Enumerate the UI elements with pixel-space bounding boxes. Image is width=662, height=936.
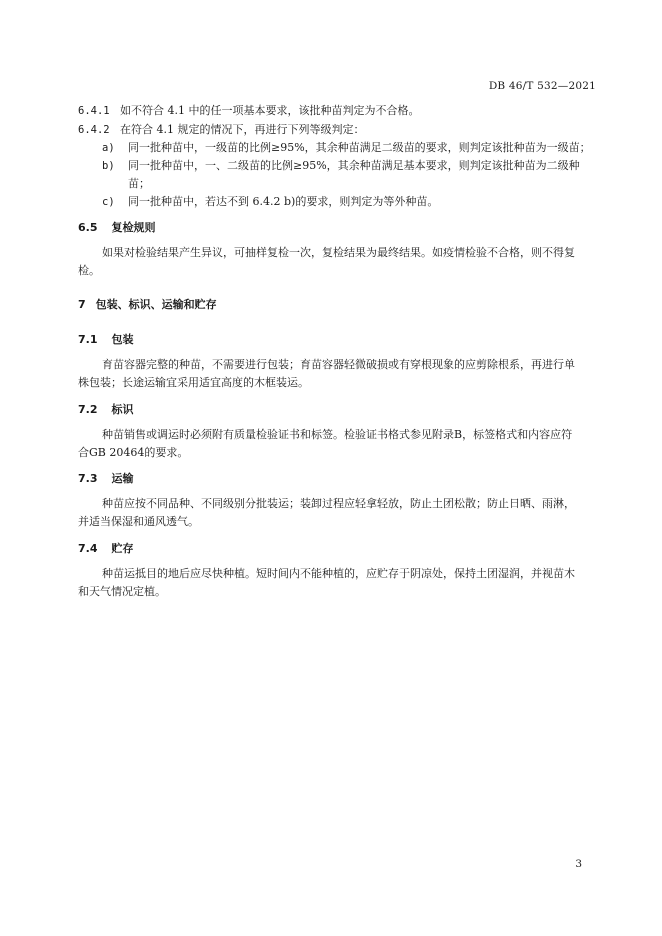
heading-number: 6.5 [78,221,98,234]
list-text: 同一批种苗中，若达不到 6.4.2 b)的要求，则判定为等外种苗。 [128,195,439,208]
heading-7-4 [78,542,134,556]
list-label: b) [102,160,115,172]
heading-7 [78,298,217,312]
paragraph-7-2-line-2: 合GB 20464的要求。 [78,446,189,459]
clause-number: 6.4.1 [78,105,110,117]
heading-title: 包装、标识、运输和贮存 [95,298,217,311]
heading-title: 标识 [111,403,134,416]
list-text: 同一批种苗中，一、二级苗的比例≥95%，其余种苗满足基本要求，则判定该批种苗为二级种 [128,159,580,172]
list-item-a [102,141,591,155]
paragraph-7-4-line-2: 和天气情况定植。 [78,585,166,598]
list-label: c) [102,196,115,208]
list-label: a) [102,142,115,154]
list-text: 同一批种苗中，一级苗的比例≥95%，其余种苗满足二级苗的要求，则判定该批种苗为一级苗； [128,141,591,154]
heading-number: 7.4 [78,542,98,555]
heading-number: 7.1 [78,333,98,346]
list-item-c [102,195,438,209]
heading-7-2 [78,403,134,417]
page-number: 3 [575,858,582,870]
heading-title: 运输 [111,472,134,485]
clause-number: 6.4.2 [78,124,110,136]
paragraph-7-1-line-1: 育苗容器完整的种苗，不需要进行包装；育苗容器轻微破损或有穿根现象的应剪除根系，再进行单 [102,358,575,371]
paragraph-6-5-line-1: 如果对检验结果产生异议，可抽样复检一次，复检结果为最终结果。如疫情检验不合格，则不得复 [102,246,575,259]
paragraph-7-3-line-1: 种苗应按不同品种、不同级别分批装运；装卸过程应轻拿轻放，防止土团松散；防止日晒、雨淋， [102,497,575,510]
paragraph-7-1-line-2: 株包装；长途运输宜采用适宜高度的木框装运。 [78,376,309,389]
paragraph-7-2-line-1: 种苗销售或调运时必须附有质量检验证书和标签。检验证书格式参见附录B，标签格式和内容应符 [102,428,573,441]
list-item-b [102,159,580,173]
list-item-b-continuation: 苗； [128,177,150,190]
paragraph-7-3-line-2: 并适当保湿和通风透气。 [78,515,199,528]
heading-title: 包装 [111,333,134,346]
clause-text: 在符合 4.1 规定的情况下，再进行下列等级判定： [120,123,365,136]
heading-7-3 [78,472,134,486]
paragraph-6-5-line-2: 检。 [78,264,100,277]
heading-number: 7.3 [78,472,98,485]
clause-6-4-1 [78,104,420,118]
clause-6-4-2 [78,123,365,137]
clause-text: 如不符合 4.1 中的任一项基本要求，该批种苗判定为不合格。 [120,104,420,117]
paragraph-7-4-line-1: 种苗运抵目的地后应尽快种植。短时间内不能种植的，应贮存于阴凉处，保持土团湿润，并视苗木 [102,567,575,580]
heading-title: 复检规则 [111,221,156,234]
heading-title: 贮存 [111,542,134,555]
heading-number: 7 [78,298,86,311]
heading-6-5 [78,221,156,235]
heading-number: 7.2 [78,403,98,416]
heading-7-1 [78,333,134,347]
document-id-header: DB 46/T 532—2021 [488,80,596,92]
